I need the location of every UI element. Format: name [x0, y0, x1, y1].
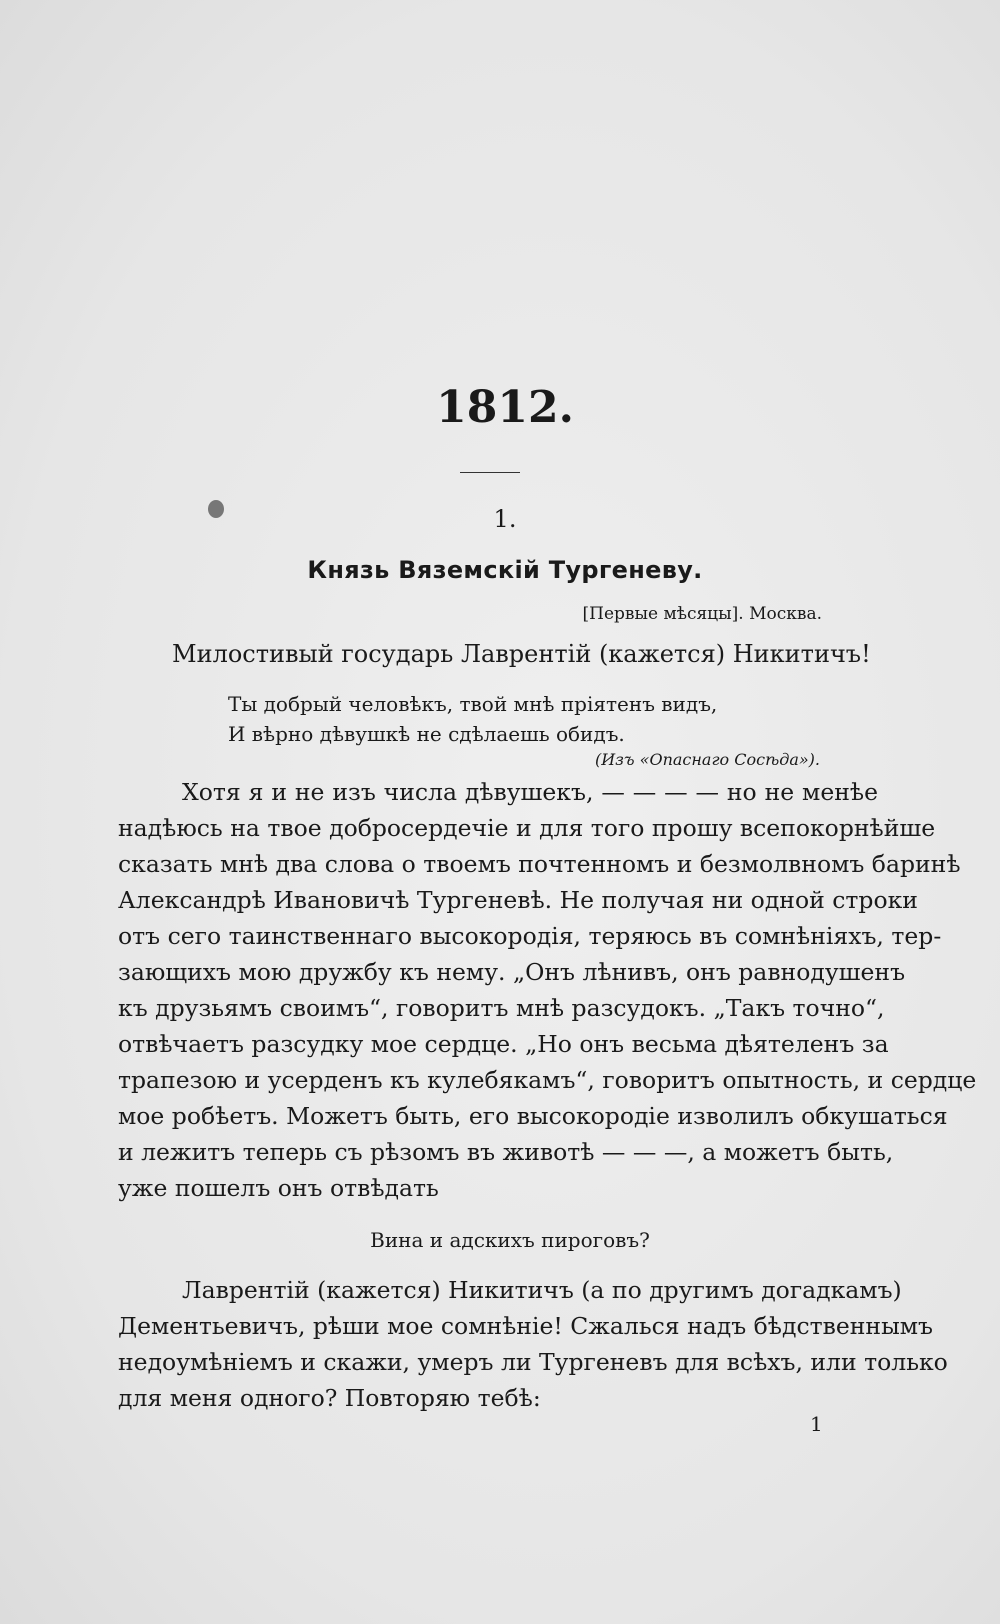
divider-rule [460, 472, 520, 473]
quoted-verse: Вина и адскихъ пироговъ? [370, 1228, 650, 1252]
page-number: 1 [810, 1412, 823, 1436]
epigraph-source: (Изъ «Опаснаго Сосѣда»). [594, 750, 820, 769]
epigraph-line-1: Ты добрый человѣкъ, твой мнѣ пріятенъ видъ, [228, 692, 718, 716]
text-line: Дементьевичъ, рѣши мое сомнѣніе! Сжалься надъ бѣдственнымъ [118, 1312, 934, 1340]
text-line: Хотя я и не изъ числа дѣвушекъ, — — — — но не менѣе [182, 778, 878, 806]
text-line: трапезою и усерденъ къ кулебякамъ“, говоритъ опытность, и сердце [118, 1066, 977, 1094]
text-line: для меня одного? Повторяю тебѣ: [118, 1384, 541, 1412]
text-line: Лаврентій (кажется) Никитичъ (а по другимъ догадкамъ) [182, 1276, 902, 1304]
dateline: [Первые мѣсяцы]. Москва. [582, 604, 822, 624]
text-line: Александрѣ Ивановичѣ Тургеневѣ. Не получая ни одной строки [118, 886, 918, 914]
text-line: отъ сего таинственнаго высокородія, теряюсь въ сомнѣніяхъ, тер- [118, 922, 942, 950]
letter-heading: Князь Вяземскій Тургеневу. [307, 556, 703, 584]
text-line: сказать мнѣ два слова о твоемъ почтенномъ и безмолвномъ баринѣ [118, 850, 961, 878]
text-line: къ друзьямъ своимъ“, говоритъ мнѣ разсудокъ. „Такъ точно“, [118, 994, 885, 1022]
text-line: отвѣчаетъ разсудку мое сердце. „Но онъ весьма дѣятеленъ за [118, 1030, 889, 1058]
salutation: Милостивый государь Лаврентій (кажется) Никитичъ! [172, 640, 871, 668]
text-line: уже пошелъ онъ отвѣдать [118, 1174, 439, 1202]
text-line: зающихъ мою дружбу къ нему. „Онъ лѣнивъ, онъ равнодушенъ [118, 958, 906, 986]
year-heading: 1812. [436, 382, 574, 433]
text-line: мое робѣетъ. Можетъ быть, его высокородіе изволилъ обкушаться [118, 1102, 948, 1130]
text-line: надѣюсь на твое добросердечіе и для того прошу всепокорнѣйше [118, 814, 936, 842]
letter-number: 1. [493, 505, 517, 533]
text-line: и лежитъ теперь съ рѣзомъ въ животѣ — — —, а можетъ быть, [118, 1138, 894, 1166]
text-line: недоумѣніемъ и скажи, умеръ ли Тургеневъ для всѣхъ, или только [118, 1348, 948, 1376]
epigraph-line-2: И вѣрно дѣвушкѣ не сдѣлаешь обидъ. [228, 722, 625, 746]
